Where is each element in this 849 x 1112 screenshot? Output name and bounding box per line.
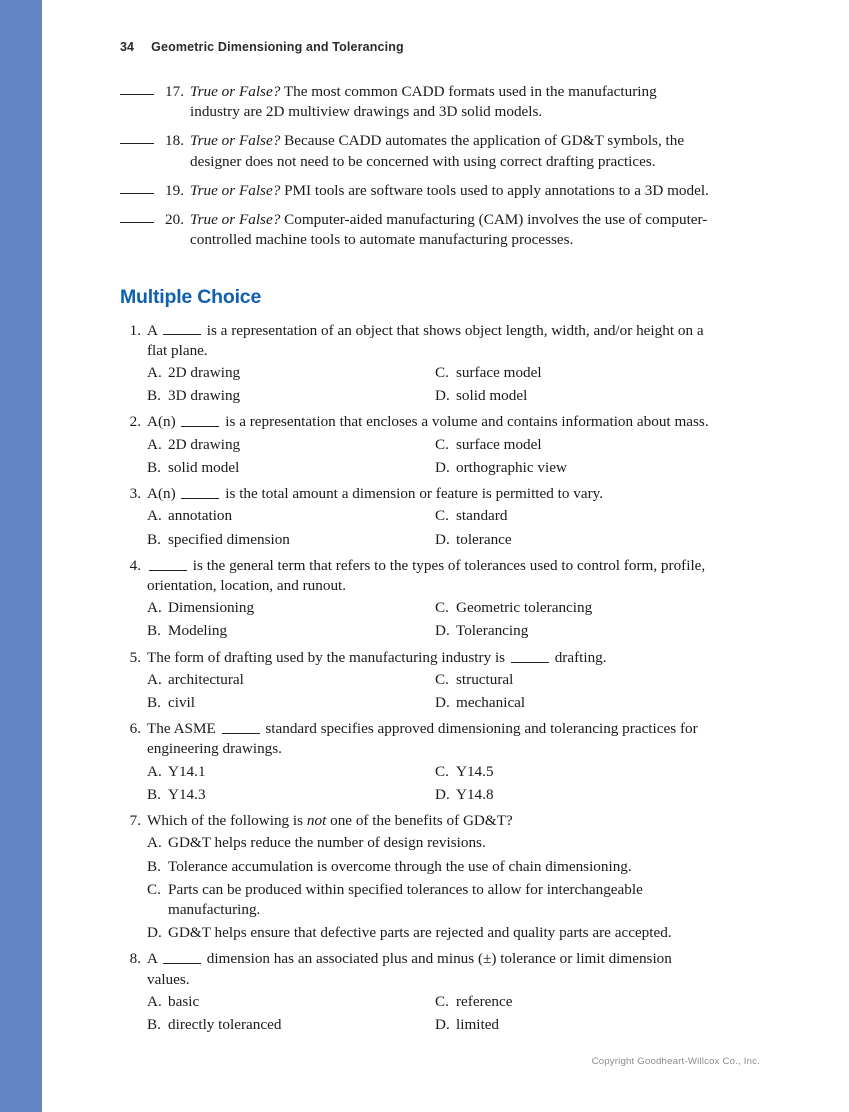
option-b[interactable] [147, 621, 435, 641]
option-letter: C. [435, 670, 449, 688]
option-text: 2D drawing [168, 363, 241, 381]
true-false-item [120, 210, 710, 250]
option-b[interactable] [147, 1015, 435, 1035]
option-a[interactable] [147, 506, 435, 526]
question-text-before: Which of the following is [147, 812, 304, 830]
question-number: 17. [165, 83, 184, 100]
question-text-before: A [147, 321, 161, 339]
option-letter: C. [435, 992, 449, 1010]
answer-blank[interactable] [163, 322, 201, 335]
option-c[interactable] [435, 762, 710, 782]
question-number: 1. [129, 321, 141, 339]
option-d[interactable] [435, 785, 710, 805]
option-letter: D. [435, 387, 450, 405]
option-letter: A. [147, 834, 162, 852]
multiple-choice-item [120, 719, 710, 805]
page-content [120, 82, 710, 1041]
question-text-before: A [147, 950, 161, 968]
question-text [147, 648, 710, 668]
option-text: specified dimension [168, 530, 290, 548]
page-edge-color-bar [0, 0, 42, 1112]
question-line [120, 412, 710, 432]
multiple-choice-item [120, 811, 710, 943]
option-text: Y14.3 [168, 785, 206, 803]
option-text: Y14.1 [168, 762, 206, 780]
option-text: orthographic view [456, 458, 567, 476]
option-letter: C. [435, 762, 449, 780]
question-text [147, 556, 710, 596]
answer-blank[interactable] [120, 222, 154, 223]
option-text: solid model [168, 458, 240, 476]
option-text: 2D drawing [168, 435, 241, 453]
option-letter: A. [147, 435, 162, 453]
question-text-after: standard specifies approved dimensioning and tolerancing practices for engineering drawings. [147, 720, 698, 758]
option-b[interactable] [147, 386, 435, 406]
option-letter: B. [147, 694, 161, 712]
answer-blank[interactable] [181, 486, 219, 499]
answer-blank[interactable] [511, 649, 549, 662]
option-text: Y14.8 [456, 785, 494, 803]
option-text: standard [456, 507, 508, 525]
option-letter: B. [147, 622, 161, 640]
option-text: Y14.5 [456, 762, 494, 780]
question-number: 4. [129, 556, 141, 574]
option-text: Modeling [168, 622, 228, 640]
question-number: 5. [129, 648, 141, 666]
multiple-choice-section [120, 321, 710, 1036]
question-text [147, 811, 710, 831]
option-letter: D. [435, 622, 450, 640]
multiple-choice-item [120, 321, 710, 407]
option-text: limited [456, 1016, 500, 1034]
question-number: 18. [165, 132, 184, 150]
multiple-choice-item [120, 412, 710, 478]
option-text: architectural [168, 670, 244, 688]
question-text-before: A(n) [147, 413, 180, 431]
option-text: surface model [456, 363, 542, 381]
option-list [147, 762, 710, 805]
question-text-after: is a representation that encloses a volume and contains information about mass. [221, 413, 709, 431]
option-text: solid model [456, 387, 528, 405]
true-or-false-prompt: True or False? [190, 83, 281, 100]
question-number: 7. [129, 812, 141, 830]
question-line [120, 719, 710, 759]
option-a[interactable] [147, 992, 435, 1012]
option-a[interactable] [147, 762, 435, 782]
option-text: surface model [456, 435, 542, 453]
option-letter: D. [435, 1016, 450, 1034]
option-letter: D. [435, 694, 450, 712]
true-or-false-prompt: True or False? [190, 211, 281, 229]
option-text: GD&T helps reduce the number of design revisions. [168, 834, 486, 852]
question-text: The most common CADD formats used in the manufacturing industry are 2D multiview drawings and 3D solid models. [190, 83, 657, 121]
question-text [147, 412, 710, 432]
question-line [120, 484, 710, 504]
answer-blank[interactable] [222, 721, 260, 734]
option-c[interactable] [435, 435, 710, 455]
option-letter: A. [147, 363, 162, 381]
option-a[interactable] [147, 598, 435, 618]
option-text: civil [168, 694, 195, 712]
option-d[interactable] [435, 1015, 710, 1035]
question-text-before: The form of drafting used by the manufacturing industry is [147, 648, 509, 666]
question-text-after: drafting. [550, 648, 607, 666]
answer-blank[interactable] [163, 951, 201, 964]
footer [0, 1056, 760, 1067]
question-number: 19. [165, 181, 184, 199]
option-list [147, 833, 710, 943]
option-text: basic [168, 992, 200, 1010]
option-d[interactable] [435, 530, 710, 550]
option-letter: B. [147, 530, 161, 548]
true-or-false-prompt: True or False? [190, 181, 281, 199]
option-c[interactable] [147, 880, 710, 920]
option-a[interactable] [147, 670, 435, 690]
option-letter: A. [147, 762, 162, 780]
question-text [147, 949, 710, 989]
option-text: reference [456, 992, 513, 1010]
option-list [147, 506, 710, 549]
question-line [120, 648, 710, 668]
option-text: Geometric tolerancing [456, 599, 593, 617]
option-letter: A. [147, 670, 162, 688]
answer-blank[interactable] [120, 94, 154, 95]
option-d[interactable] [147, 923, 710, 943]
option-list [147, 598, 710, 641]
question-text: Computer-aided manufacturing (CAM) involves the use of computer-controlled machine tools to automate manufacturing processes. [190, 211, 708, 249]
emphasized-word: not [303, 812, 331, 830]
option-a[interactable] [147, 363, 435, 383]
true-false-item [120, 131, 710, 171]
page-number: 34 [120, 40, 135, 54]
option-list [147, 435, 710, 478]
question-text: PMI tools are software tools used to apply annotations to a 3D model. [280, 181, 709, 199]
option-d[interactable] [435, 621, 710, 641]
book-title: Geometric Dimensioning and Tolerancing [151, 40, 404, 54]
question-text-before: The ASME [147, 720, 220, 738]
option-text: Parts can be produced within specified tolerances to allow for interchangeable manufacturing. [168, 880, 643, 918]
option-c[interactable] [435, 506, 710, 526]
question-text-after: is the total amount a dimension or feature is permitted to vary. [221, 485, 604, 503]
option-a[interactable] [147, 435, 435, 455]
question-text-before: A(n) [147, 485, 180, 503]
question-number: 2. [129, 413, 141, 431]
true-false-section [120, 82, 710, 251]
option-text: annotation [168, 507, 233, 525]
question-number: 3. [129, 485, 141, 503]
true-false-item [120, 181, 710, 201]
question-number: 8. [129, 950, 141, 968]
option-letter: D. [435, 458, 450, 476]
option-letter: C. [435, 599, 449, 617]
option-letter: B. [147, 458, 161, 476]
true-or-false-prompt: True or False? [190, 132, 281, 150]
question-number: 20. [165, 211, 184, 229]
option-letter: A. [147, 599, 162, 617]
option-text: Tolerance accumulation is overcome through the use of chain dimensioning. [168, 857, 632, 875]
option-letter: B. [147, 857, 161, 875]
multiple-choice-item [120, 949, 710, 1035]
answer-blank[interactable] [120, 143, 154, 144]
option-d[interactable] [435, 458, 710, 478]
section-heading-multiple-choice: Multiple Choice [120, 285, 262, 308]
question-text [147, 484, 710, 504]
option-list [147, 670, 710, 713]
question-text-after: dimension has an associated plus and minus (±) tolerance or limit dimension values. [147, 950, 672, 988]
question-text-after: is a representation of an object that shows object length, width, and/or height on a flat plane. [147, 321, 704, 359]
option-text: Dimensioning [168, 599, 255, 617]
option-list [147, 992, 710, 1035]
question-body [190, 82, 710, 122]
option-letter: C. [147, 880, 161, 898]
answer-blank[interactable] [120, 193, 154, 194]
option-letter: C. [435, 507, 449, 525]
option-c[interactable] [435, 670, 710, 690]
question-body [190, 181, 710, 201]
option-letter: D. [147, 924, 162, 942]
option-list [147, 363, 710, 406]
option-letter: B. [147, 387, 161, 405]
option-d[interactable] [435, 386, 710, 406]
answer-blank[interactable] [149, 557, 187, 570]
option-b[interactable] [147, 530, 435, 550]
option-c[interactable] [435, 598, 710, 618]
option-letter: B. [147, 785, 161, 803]
option-c[interactable] [435, 363, 710, 383]
question-body [190, 131, 710, 171]
option-c[interactable] [435, 992, 710, 1012]
option-letter: C. [435, 363, 449, 381]
option-text: directly toleranced [168, 1016, 282, 1034]
question-line [120, 321, 710, 361]
multiple-choice-item [120, 648, 710, 714]
answer-blank[interactable] [181, 414, 219, 427]
option-text: tolerance [456, 530, 512, 548]
option-text: 3D drawing [168, 387, 241, 405]
option-b[interactable] [147, 693, 435, 713]
question-text-after: is the general term that refers to the types of tolerances used to control form, profile, orientation, location, and runout. [147, 556, 706, 594]
question-text: Because CADD automates the application of GD&T symbols, the designer does not need to be concerned with using correct drafting practices. [190, 132, 685, 170]
question-line [120, 811, 710, 831]
option-letter: C. [435, 435, 449, 453]
option-letter: B. [147, 1016, 161, 1034]
copyright-notice: Copyright Goodheart-Willcox Co., Inc. [591, 1056, 760, 1067]
question-line [120, 556, 710, 596]
multiple-choice-item [120, 556, 710, 642]
question-line [120, 949, 710, 989]
question-body [190, 210, 710, 250]
option-text: mechanical [456, 694, 526, 712]
option-letter: D. [435, 530, 450, 548]
multiple-choice-item [120, 484, 710, 550]
option-a[interactable] [147, 833, 710, 853]
running-header [120, 40, 404, 54]
option-b[interactable] [147, 785, 435, 805]
option-d[interactable] [435, 693, 710, 713]
question-text [147, 321, 710, 361]
option-letter: A. [147, 507, 162, 525]
option-letter: D. [435, 785, 450, 803]
question-number: 6. [129, 720, 141, 738]
question-text-after: one of the benefits of GD&T? [330, 812, 513, 830]
option-text: GD&T helps ensure that defective parts are rejected and quality parts are accepted. [168, 924, 672, 942]
option-b[interactable] [147, 857, 710, 877]
option-letter: A. [147, 992, 162, 1010]
question-text [147, 719, 710, 759]
true-false-item [120, 82, 710, 122]
option-text: Tolerancing [456, 622, 529, 640]
option-b[interactable] [147, 458, 435, 478]
option-text: structural [456, 670, 514, 688]
